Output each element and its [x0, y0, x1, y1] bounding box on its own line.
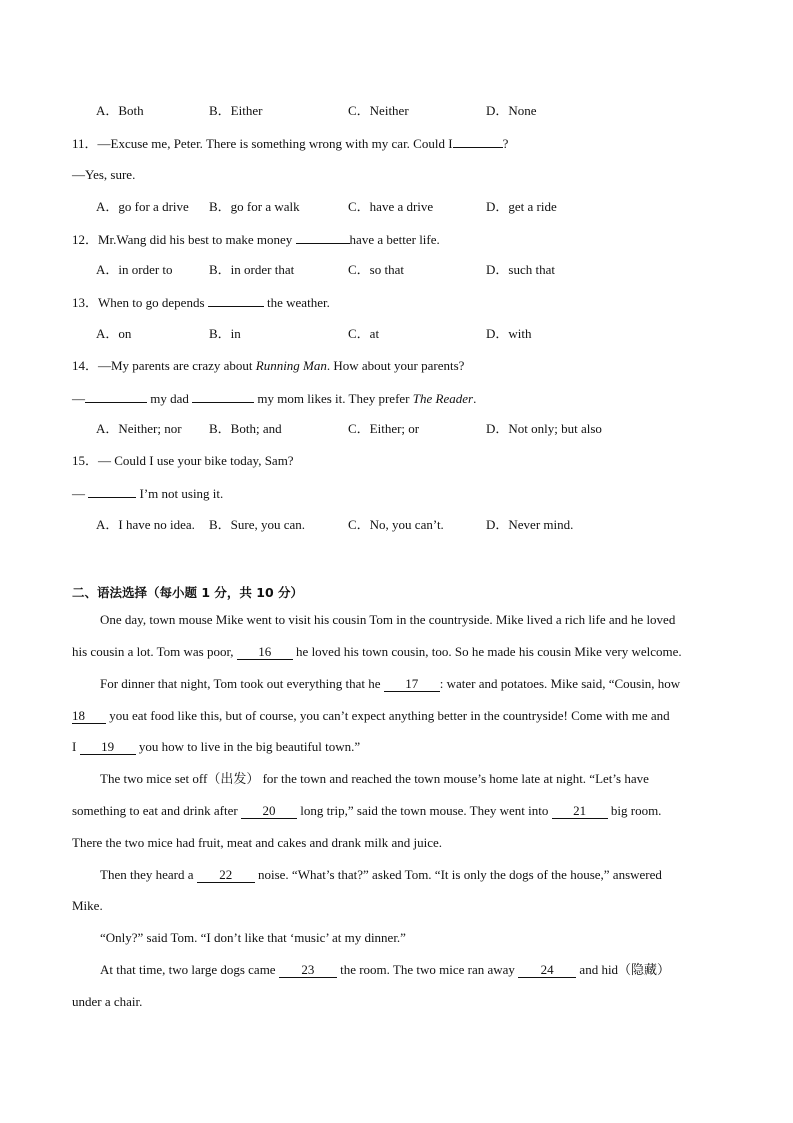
passage-p2-line1	[100, 676, 680, 692]
q10-option-b[interactable]: B．Either	[209, 103, 263, 118]
q11-stem	[72, 135, 508, 152]
passage-text: you eat food like this, but of course, you can’t expect anything better in the countryside! Come with me and	[106, 708, 670, 723]
passage-p1-line2	[72, 644, 682, 660]
q12-option-b[interactable]: B．in order that	[209, 262, 295, 277]
passage-p3-line1: The two mice set off（出发） for the town and reached the town mouse’s home late at night. “Let’s have	[100, 771, 649, 786]
q14-stem-end: . How about your parents?	[326, 358, 465, 373]
q14-stem-text: 14．—My parents are crazy about	[72, 358, 256, 373]
q13-stem-end: the weather.	[263, 295, 330, 310]
q15-option-a[interactable]: A．I have no idea.	[96, 517, 195, 532]
q14-stem	[72, 358, 464, 374]
q12-stem-end: have a better life.	[349, 232, 440, 247]
q11-stem-end: ?	[502, 136, 509, 151]
q11-blank	[453, 135, 503, 148]
passage-text: long trip,” said the town mouse. They went into	[296, 803, 552, 818]
passage-text: you how to live in the big beautiful town.”	[135, 739, 361, 754]
q12-blank	[296, 231, 350, 244]
q14-reply	[72, 390, 476, 407]
passage-p6-line1	[100, 962, 670, 978]
q14-option-d[interactable]: D．Not only; but also	[486, 421, 602, 436]
q13-stem-text: 13．When to go depends	[72, 295, 208, 310]
passage-p3-line3: There the two mice had fruit, meat and cakes and drank milk and juice.	[72, 835, 442, 850]
passage-p4-line2: Mike.	[72, 898, 103, 913]
q11-stem-text: 11．—Excuse me, Peter. There is something wrong with my car. Could I	[72, 136, 453, 151]
q10-option-d[interactable]: D．None	[486, 103, 537, 118]
q13-option-b[interactable]: B．in	[209, 326, 241, 341]
q14-reply-mid1: my dad	[147, 391, 193, 406]
blank-16[interactable]: 16	[237, 645, 293, 660]
q12-option-c[interactable]: C．so that	[348, 262, 404, 277]
q14-reply-dash: —	[72, 391, 85, 406]
passage-p6-line2: under a chair.	[72, 994, 143, 1009]
q12-option-a[interactable]: A．in order to	[96, 262, 173, 277]
q11-option-a[interactable]: A．go for a drive	[96, 199, 189, 214]
q11-option-c[interactable]: C．have a drive	[348, 199, 434, 214]
q15-stem: 15．— Could I use your bike today, Sam?	[72, 453, 294, 468]
q12-option-d[interactable]: D．such that	[486, 262, 555, 277]
q14-option-c[interactable]: C．Either; or	[348, 421, 420, 436]
passage-text: Then they heard a	[100, 867, 197, 882]
blank-18[interactable]: 18	[72, 709, 106, 724]
q13-blank	[208, 294, 264, 307]
passage-p3-line2	[72, 803, 661, 819]
blank-20[interactable]: 20	[241, 804, 297, 819]
q14-reply-mid2: my mom likes it. They prefer	[254, 391, 413, 406]
q14-blank-1	[85, 390, 147, 403]
passage-p2-line2	[72, 708, 670, 724]
passage-text: his cousin a lot. Tom was poor,	[72, 644, 237, 659]
q11-reply: —Yes, sure.	[72, 167, 136, 182]
q10-option-c[interactable]: C．Neither	[348, 103, 409, 118]
q15-reply	[72, 485, 223, 502]
q15-option-c[interactable]: C．No, you can’t.	[348, 517, 444, 532]
passage-text: For dinner that night, Tom took out everything that he	[100, 676, 384, 691]
q11-option-d[interactable]: D．get a ride	[486, 199, 557, 214]
q14-show-title-2: The Reader	[412, 391, 474, 406]
q13-option-a[interactable]: A．on	[96, 326, 132, 341]
q15-reply-dash: —	[72, 486, 89, 501]
q15-reply-end: I’m not using it.	[136, 486, 224, 501]
passage-p5: “Only?” said Tom. “I don’t like that ‘music’ at my dinner.”	[100, 930, 406, 945]
blank-17[interactable]: 17	[384, 677, 440, 692]
blank-23[interactable]: 23	[279, 963, 337, 978]
passage-text: At that time, two large dogs came	[100, 962, 279, 977]
q11-option-b[interactable]: B．go for a walk	[209, 199, 300, 214]
passage-p4-line1	[100, 867, 662, 883]
section-2-title: 二、语法选择（每小题 1 分，共 10 分）	[72, 585, 304, 600]
q15-option-b[interactable]: B．Sure, you can.	[209, 517, 306, 532]
q15-blank	[88, 485, 136, 498]
passage-text: he loved his town cousin, too. So he made his cousin Mike very welcome.	[292, 644, 682, 659]
q14-blank-2	[192, 390, 254, 403]
q14-show-title: Running Man	[255, 358, 327, 373]
passage-text: noise. “What’s that?” asked Tom. “It is only the dogs of the house,” answered	[254, 867, 662, 882]
passage-text: I	[72, 739, 80, 754]
passage-text: something to eat and drink after	[72, 803, 241, 818]
q12-stem-text: 12．Mr.Wang did his best to make money	[72, 232, 296, 247]
q13-option-d[interactable]: D．with	[486, 326, 532, 341]
passage-text: : water and potatoes. Mike said, “Cousin, how	[439, 676, 681, 691]
passage-text: the room. The two mice ran away	[336, 962, 519, 977]
passage-text: and hid（隐藏）	[576, 962, 671, 977]
q14-option-b[interactable]: B．Both; and	[209, 421, 282, 436]
passage-p1-line1: One day, town mouse Mike went to visit his cousin Tom in the countryside. Mike lived a rich life and he loved	[100, 612, 676, 627]
blank-19[interactable]: 19	[80, 740, 136, 755]
q12-stem	[72, 231, 440, 248]
q14-option-a[interactable]: A．Neither; nor	[96, 421, 182, 436]
q10-option-a[interactable]: A．Both	[96, 103, 144, 118]
blank-24[interactable]: 24	[518, 963, 576, 978]
q13-stem	[72, 294, 330, 311]
q14-reply-end: .	[473, 391, 477, 406]
blank-22[interactable]: 22	[197, 868, 255, 883]
passage-text: big room.	[607, 803, 662, 818]
q13-option-c[interactable]: C．at	[348, 326, 380, 341]
blank-21[interactable]: 21	[552, 804, 608, 819]
q15-option-d[interactable]: D．Never mind.	[486, 517, 574, 532]
passage-p2-line3	[72, 739, 360, 755]
